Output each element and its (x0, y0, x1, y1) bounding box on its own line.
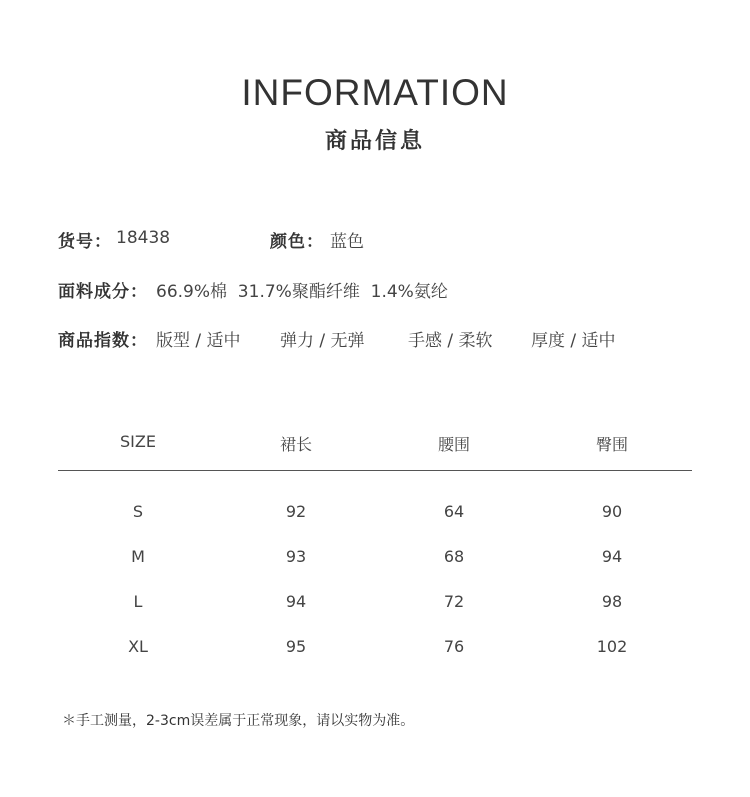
item-no-label: 货号： (58, 232, 112, 252)
table-cell: S (132, 502, 144, 521)
table-divider (58, 470, 692, 471)
table-cell: 92 (285, 502, 307, 521)
table-header-length: 裙长 (279, 435, 312, 454)
fabric-label: 面料成分： (58, 282, 148, 302)
table-cell: M (131, 547, 145, 566)
index-feel: 手感 / 柔软 (408, 331, 493, 351)
table-cell: XL (128, 637, 148, 656)
table-cell: 93 (285, 547, 307, 566)
table-header-size: SIZE (120, 432, 156, 451)
index-label: 商品指数： (58, 331, 148, 351)
measurement-note: ＊手工测量，2-3cm误差属于正常现象，请以实物为准。 (62, 713, 415, 729)
index-fit: 版型 / 适中 (156, 331, 241, 351)
info-row-fabric (58, 277, 692, 301)
table-cell: 72 (443, 592, 465, 611)
title-english: INFORMATION (241, 72, 509, 113)
table-cell: 94 (601, 547, 623, 566)
info-row-item-color (58, 227, 692, 251)
table-cell: 94 (285, 592, 307, 611)
index-thickness: 厚度 / 适中 (531, 331, 616, 351)
index-elasticity: 弹力 / 无弹 (280, 331, 365, 351)
table-cell: 95 (285, 637, 307, 656)
fabric-value: 66.9%棉 31.7%聚酯纤维 1.4%氨纶 (156, 282, 448, 302)
table-cell: L (133, 592, 143, 611)
table-cell: 68 (443, 547, 465, 566)
item-no-value: 18438 (116, 228, 171, 248)
table-header-waist: 腰围 (437, 435, 470, 454)
info-row-index (58, 326, 692, 350)
table-cell: 76 (443, 637, 465, 656)
title-chinese: 商品信息 (324, 129, 425, 154)
table-cell: 102 (596, 637, 628, 656)
table-cell: 98 (601, 592, 623, 611)
color-label: 颜色： (270, 232, 324, 252)
table-cell: 64 (443, 502, 465, 521)
table-header-hip: 臀围 (595, 435, 628, 454)
color-value: 蓝色 (330, 232, 364, 252)
table-cell: 90 (601, 502, 623, 521)
